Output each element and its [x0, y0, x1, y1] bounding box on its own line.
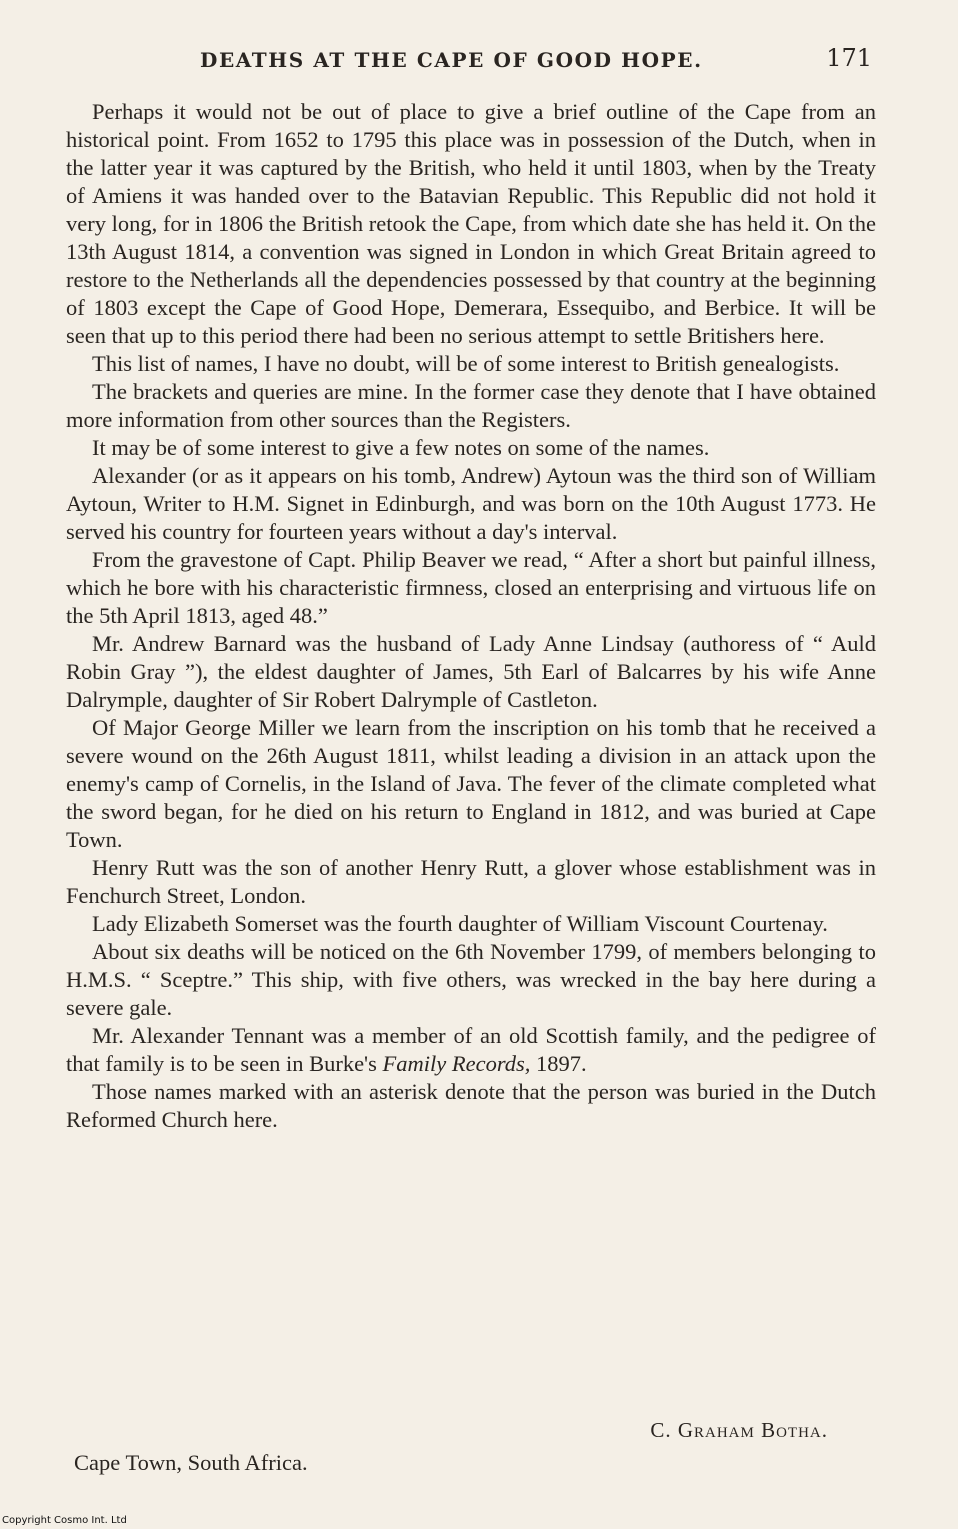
family-records-title: Family Records,	[382, 1051, 531, 1076]
paragraph-miller: Of Major George Miller we learn from the inscription on his tomb that he received a severe wound on the 26th August 1811, whilst leading a division in an attack upon the enemy's camp of Cornelis, in the Island of Java. The fever of the climate completed what the sword began, for he died on his return to England in 1812, and was buried at Cape Town.	[66, 715, 876, 852]
running-head: DEATHS AT THE CAPE OF GOOD HOPE.	[200, 48, 703, 72]
paragraph-aytoun: Alexander (or as it appears on his tomb, Andrew) Aytoun was the third son of William Aytoun, Writer to H.M. Signet in Edinburgh, and was born on the 10th August 1773. He served his country for fourteen years without a day's interval.	[66, 463, 876, 544]
paragraph-notes-intro: It may be of some interest to give a few notes on some of the names.	[92, 435, 710, 460]
paragraph-barnard: Mr. Andrew Barnard was the husband of Lady Anne Lindsay (authoress of “ Auld Robin Gray ”), the eldest daughter of James, 5th Earl of Balcarres by his wife Anne Dalrymple, daughter of Sir Robert Dalrymple of Castleton.	[66, 631, 876, 712]
author-signature: C. Graham Botha.	[650, 1418, 828, 1442]
paragraph-tennant	[66, 1022, 876, 1078]
page-number: 171	[826, 44, 872, 72]
paragraph-brackets: The brackets and queries are mine. In the former case they denote that I have obtained more information from other sources than the Registers.	[66, 379, 876, 432]
body-text	[66, 98, 876, 1134]
paragraph-beaver: From the gravestone of Capt. Philip Beaver we read, “ After a short but painful illness, which he bore with his characteristic firmness, closed an enterprising and virtuous life on the 5th April 1813, aged 48.”	[66, 547, 876, 628]
place-line: Cape Town, South Africa.	[74, 1450, 308, 1475]
page-header	[66, 44, 872, 80]
paragraph-rutt: Henry Rutt was the son of another Henry Rutt, a glover whose establishment was in Fenchurch Street, London.	[66, 855, 876, 908]
tennant-year: 1897.	[536, 1051, 587, 1076]
paragraph-somerset: Lady Elizabeth Somerset was the fourth daughter of William Viscount Courtenay.	[92, 911, 828, 936]
paragraph-sceptre: About six deaths will be noticed on the 6th November 1799, of members belonging to H.M.S. “ Sceptre.” This ship, with five others, was wrecked in the bay here during a severe gale.	[66, 939, 876, 1020]
paragraph-asterisk: Those names marked with an asterisk denote that the person was buried in the Dutch Reformed Church here.	[66, 1079, 876, 1132]
tennant-text: Mr. Alexander Tennant was a member of an old Scottish family, and the pedigree of that family is to be seen in Burke's	[66, 1023, 876, 1076]
paragraph-list-interest: This list of names, I have no doubt, will be of some interest to British genealogists.	[92, 351, 840, 376]
paragraph-cape-history: Perhaps it would not be out of place to give a brief outline of the Cape from an historical point. From 1652 to 1795 this place was in possession of the Dutch, when in the latter year it was captured by the British, who held it until 1803, when by the Treaty of Amiens it was handed over to the Batavian Republic. This Republic did not hold it very long, for in 1806 the British retook the Cape, from which date she has held it. On the 13th August 1814, a convention was signed in London in which Great Britain agreed to restore to the Netherlands all the dependencies possessed by that country at the beginning of 1803 except the Cape of Good Hope, Demerara, Essequibo, and Berbice. It will be seen that up to this period there had been no serious attempt to settle Britishers here.	[66, 99, 876, 348]
copyright-notice: Copyright Cosmo Int. Ltd	[2, 1515, 127, 1526]
